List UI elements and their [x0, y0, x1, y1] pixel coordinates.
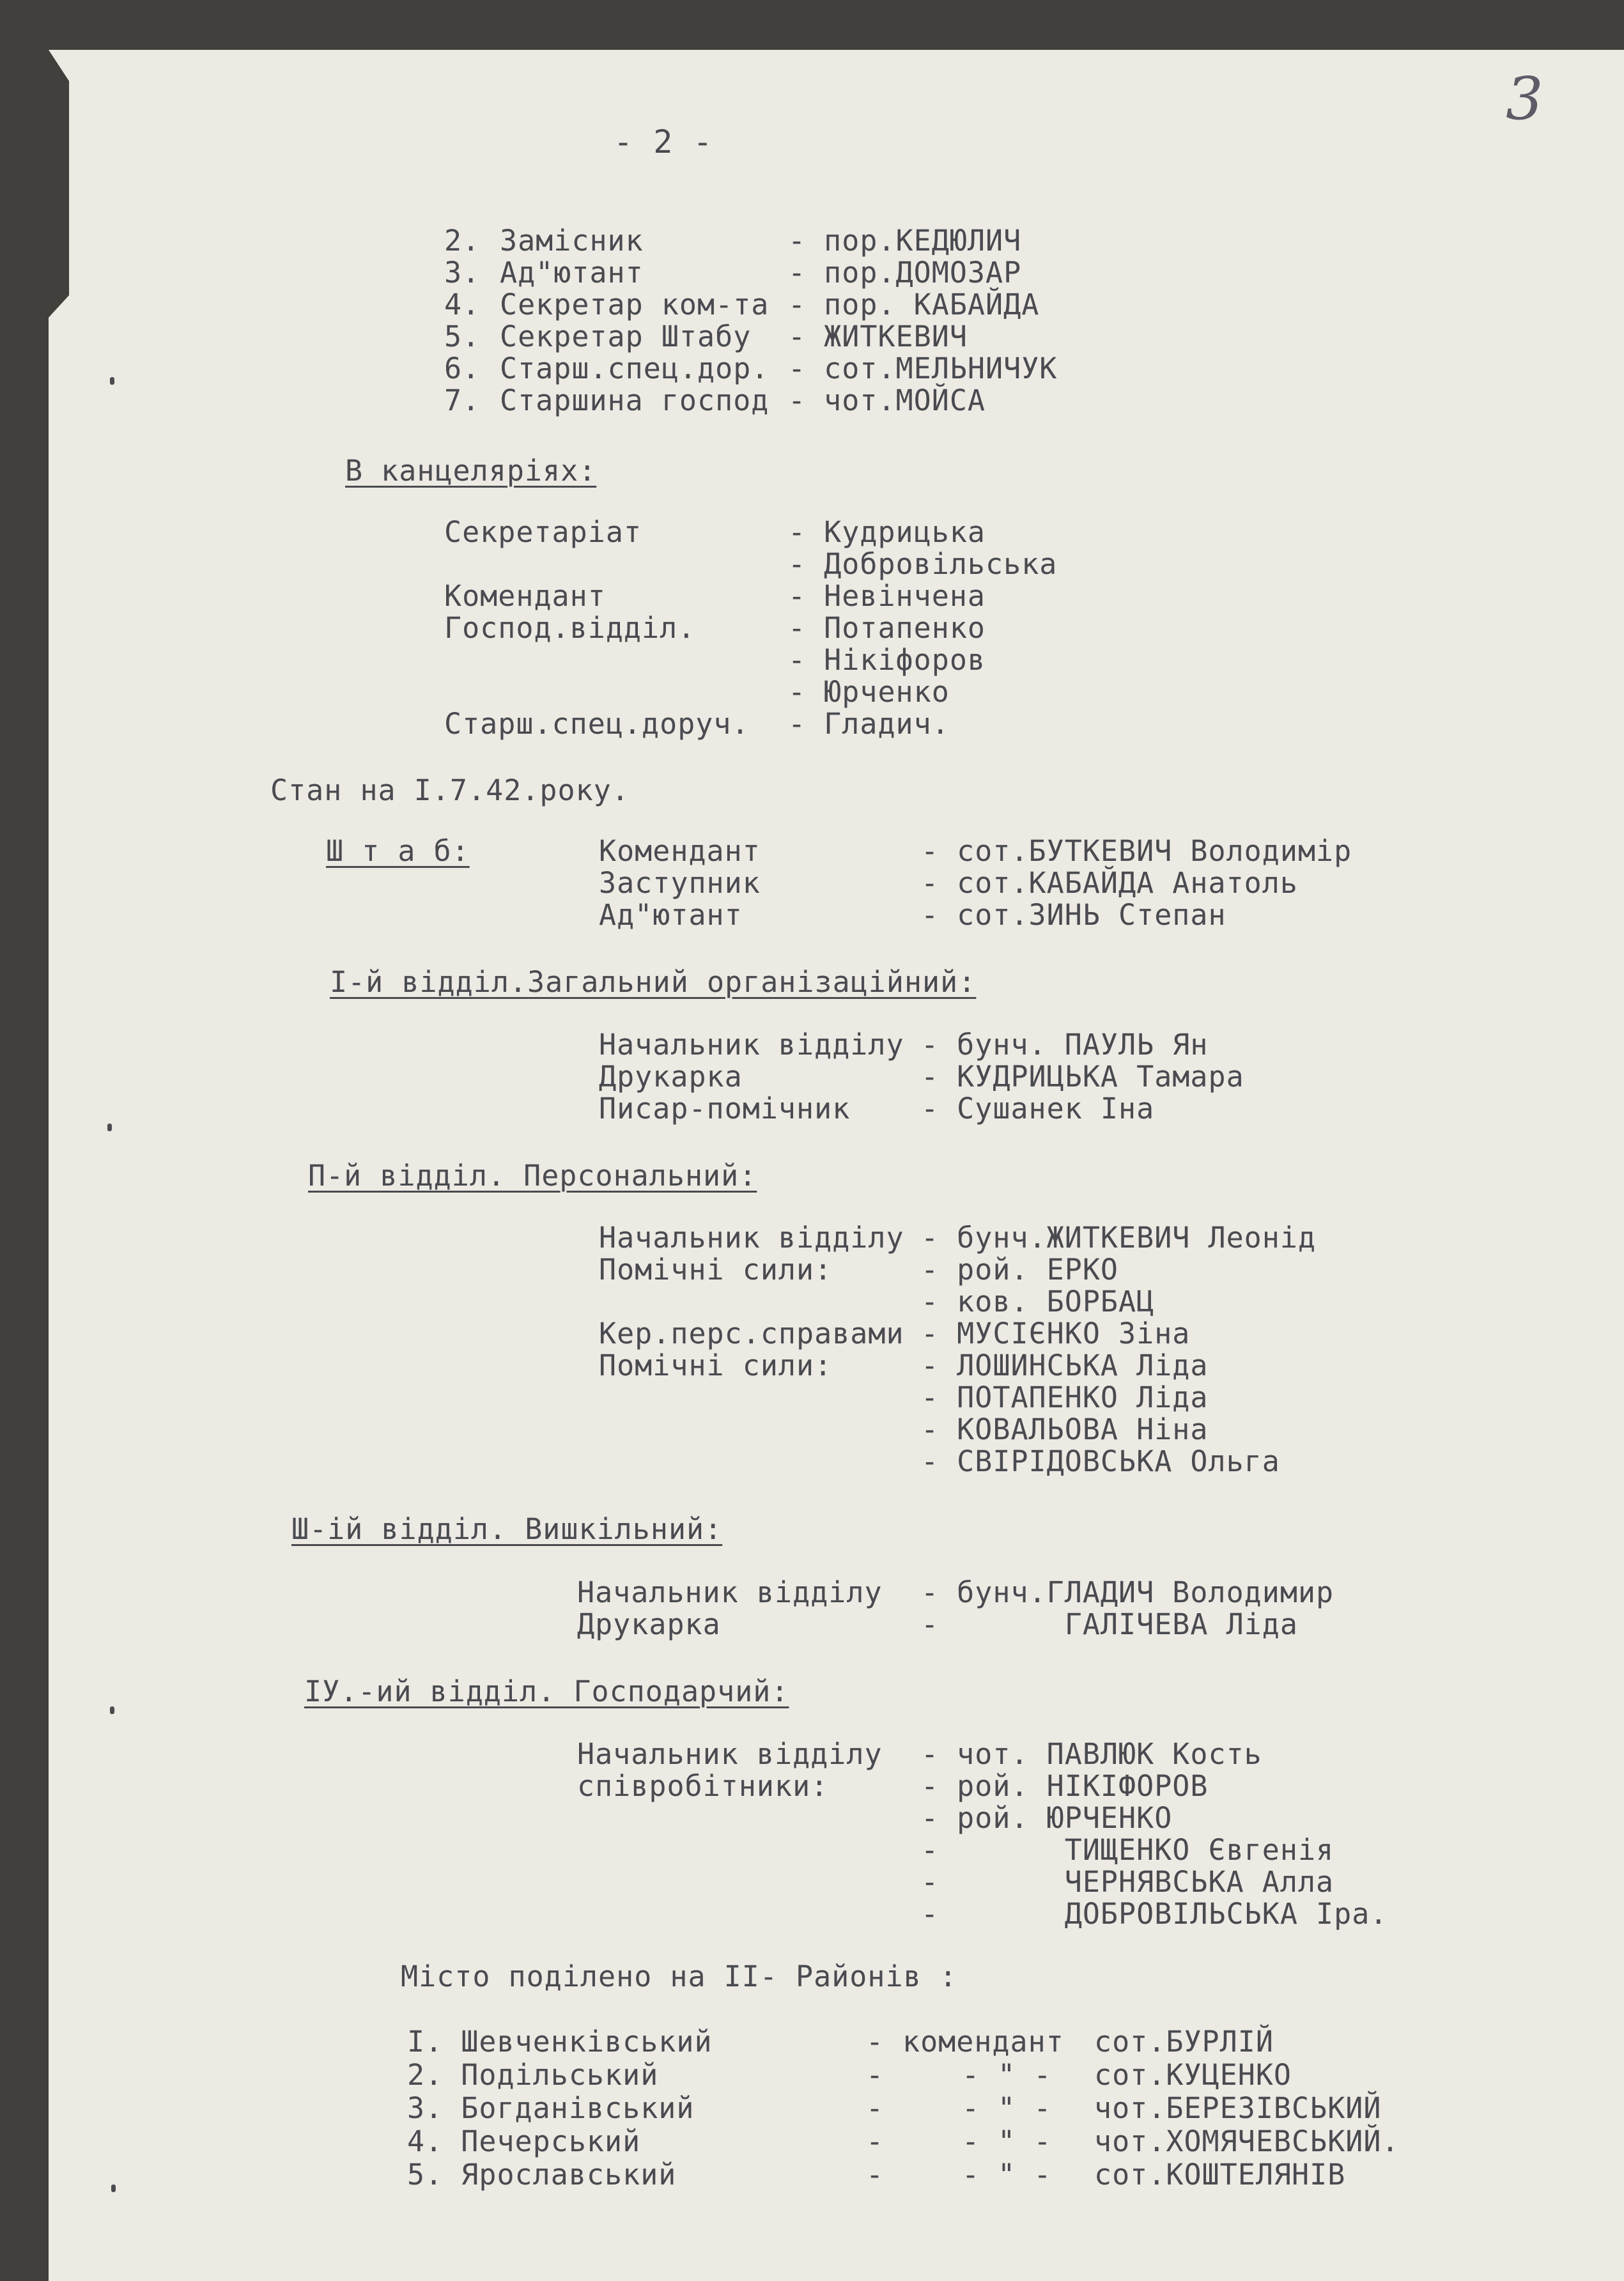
staff-person: - сот.ЗИНЬ Степан [921, 898, 1226, 932]
dept2-person: - КОВАЛЬОВА Ніна [921, 1412, 1209, 1446]
districts-heading: Місто поділено на ІІ- Районів : [401, 1960, 957, 1993]
dept2-person: - ЛОШИНСЬКА Ліда [921, 1349, 1209, 1382]
dept3-heading: Ш-ій відділ. Вишкільний: [291, 1512, 723, 1546]
position-role: Ад"ютант [500, 256, 644, 290]
dept4-person: - чот. ПАВЛЮК Кость [921, 1737, 1262, 1771]
dept4-heading: ІУ.-ий відділ. Господарчий: [304, 1674, 789, 1708]
dept1-role: Писар-помічник [599, 1092, 851, 1125]
dept2-heading: П-й відділ. Персональний: [308, 1159, 757, 1193]
district-person: сот.БУРЛІЙ [1094, 2025, 1274, 2059]
district-name: 5. Ярославський [407, 2158, 677, 2192]
staff-person: - сот.БУТКЕВИЧ Володимір [921, 834, 1352, 868]
position-role: Замісник [500, 224, 644, 258]
dept2-person: - МУСІЄНКО Зіна [921, 1317, 1191, 1350]
punch-mark [110, 1706, 114, 1714]
district-dash: - [866, 2158, 885, 2192]
district-dash: - [866, 2058, 885, 2092]
dept1-role: Начальник відділу [599, 1028, 904, 1062]
staff-role: Ад"ютант [599, 898, 743, 932]
position-role: Старш.спец.дор. [500, 352, 769, 385]
position-number: 6. [444, 352, 481, 385]
chancellery-person: - Добровільська [788, 547, 1058, 581]
dept1-person: - КУДРИЦЬКА Тамара [921, 1060, 1244, 1094]
staff-role: Комендант [599, 834, 761, 868]
dept4-person: - ТИЩЕНКО Євгенія [921, 1833, 1334, 1867]
district-person: чот.ХОМЯЧЕВСЬКИЙ. [1094, 2124, 1400, 2158]
dept2-person: - СВІРІДОВСЬКА Ольга [921, 1444, 1280, 1478]
position-number: 4. [444, 288, 481, 321]
position-number: 2. [444, 224, 481, 258]
dept3-person: - бунч.ГЛАДИЧ Володимир [921, 1575, 1334, 1609]
punch-mark [111, 2184, 116, 2192]
district-person: сот.КУЦЕНКО [1094, 2058, 1292, 2092]
position-number: 5. [444, 320, 481, 353]
punch-mark [107, 1124, 112, 1131]
position-person: - пор.ДОМОЗАР [788, 256, 1022, 290]
dept4-person: - ЧЕРНЯВСЬКА Алла [921, 1865, 1334, 1899]
position-person: - пор.КЕДЮЛИЧ [788, 224, 1022, 258]
dept3-role: Начальник відділу [577, 1575, 883, 1609]
district-role: - " - [962, 2158, 1052, 2192]
district-person: чот.БЕРЕЗІВСЬКИЙ [1094, 2091, 1382, 2125]
position-role: Секретар ком-та [500, 288, 769, 321]
staff-heading: Ш т а б: [326, 834, 470, 868]
district-name: І. Шевченківський [407, 2025, 713, 2059]
district-name: 3. Богданівський [407, 2091, 695, 2125]
staff-person: - сот.КАБАЙДА Анатоль [921, 866, 1298, 900]
dept2-role: Помічні сили: [599, 1349, 833, 1382]
dept1-role: Друкарка [599, 1060, 743, 1094]
district-dash: - [866, 2025, 885, 2059]
dept1-heading: І-й відділ.Загальний організаційний: [330, 965, 977, 999]
dept1-person: - бунч. ПАУЛЬ Ян [921, 1028, 1209, 1062]
dept4-person: - рой. НІКІФОРОВ [921, 1769, 1209, 1803]
chancellery-person: - Потапенко [788, 611, 986, 645]
chancellery-role: Секретаріат [444, 515, 642, 549]
chancellery-person: - Невінчена [788, 579, 986, 613]
dept3-role: Друкарка [577, 1607, 721, 1641]
position-number: 7. [444, 383, 481, 417]
punch-mark [110, 377, 114, 385]
dept4-person: - рой. ЮРЧЕНКО [921, 1801, 1173, 1835]
dept1-person: - Сушанек Іна [921, 1092, 1155, 1125]
chancellery-heading: В канцеляріях: [345, 454, 597, 488]
district-role: комендант [902, 2025, 1064, 2059]
position-person: - чот.МОЙСА [788, 383, 986, 417]
district-dash: - [866, 2124, 885, 2158]
dept2-role: Кер.перс.справами [599, 1317, 904, 1350]
position-person: - ЖИТКЕВИЧ [788, 320, 968, 353]
chancellery-person: - Нікіфоров [788, 643, 986, 677]
dept4-person: - ДОБРОВІЛЬСЬКА Іра. [921, 1897, 1388, 1931]
dept2-role: Помічні сили: [599, 1253, 833, 1287]
district-role: - " - [962, 2058, 1052, 2092]
dept2-person: - рой. ЕРКО [921, 1253, 1119, 1287]
sheet-number: 3 [1506, 65, 1543, 133]
district-name: 4. Печерський [407, 2124, 641, 2158]
chancellery-role: Господ.відділ. [444, 611, 696, 645]
dept2-person: - ков. БОРБАЦ [921, 1285, 1155, 1318]
district-name: 2. Подільський [407, 2058, 659, 2092]
district-dash: - [866, 2091, 885, 2125]
district-role: - " - [962, 2124, 1052, 2158]
position-person: - пор. КАБАЙДА [788, 288, 1040, 321]
chancellery-role: Старш.спец.доруч. [444, 707, 750, 741]
position-role: Старшина господ [500, 383, 769, 417]
district-person: сот.КОШТЕЛЯНІВ [1094, 2158, 1346, 2192]
position-number: 3. [444, 256, 481, 290]
district-role: - " - [962, 2091, 1052, 2125]
dept4-role: Начальник відділу [577, 1737, 883, 1771]
page-label: - 2 - [614, 123, 713, 160]
dept2-person: - ПОТАПЕНКО Ліда [921, 1380, 1209, 1414]
dept2-person: - бунч.ЖИТКЕВИЧ Леонід [921, 1221, 1317, 1255]
chancellery-person: - Юрченко [788, 675, 950, 709]
chancellery-person: - Гладич. [788, 707, 950, 741]
chancellery-person: - Кудрицька [788, 515, 986, 549]
chancellery-role: Комендант [444, 579, 606, 613]
dept3-person: - ГАЛІЧЕВА Ліда [921, 1607, 1298, 1641]
position-role: Секретар Штабу [500, 320, 752, 353]
staff-role: Заступник [599, 866, 761, 900]
position-person: - сот.МЕЛЬНИЧУК [788, 352, 1058, 385]
dept4-role: співробітники: [577, 1769, 829, 1803]
state-line: Стан на І.7.42.року. [270, 773, 630, 807]
dept2-role: Начальник відділу [599, 1221, 904, 1255]
